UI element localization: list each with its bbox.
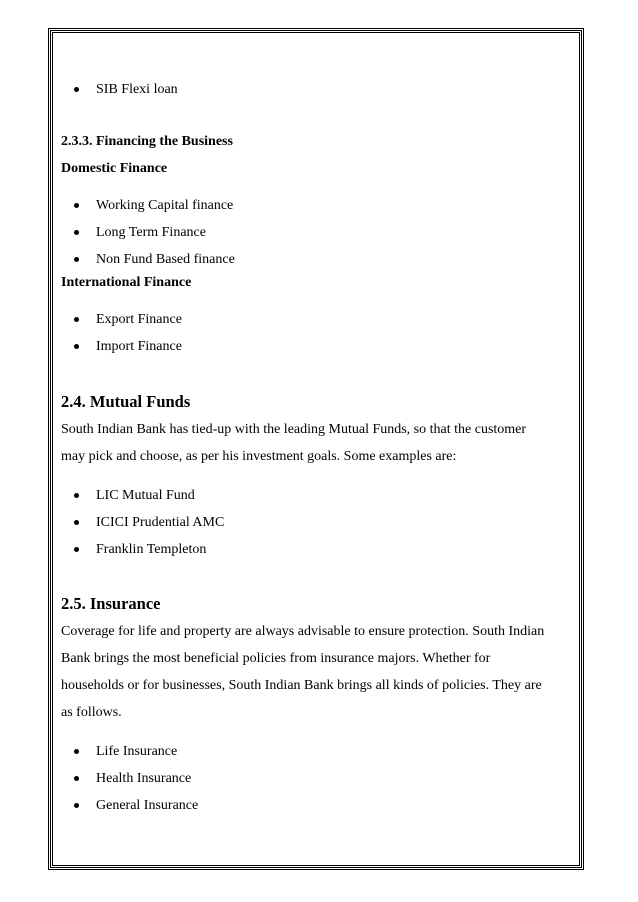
- list-item: [61, 765, 576, 792]
- paragraph-line: households or for businesses, South Indian Bank brings all kinds of policies. They are: [61, 678, 542, 693]
- subsection-heading: International Finance: [61, 275, 192, 290]
- section-paragraph: [61, 618, 576, 726]
- list-item-text: Non Fund Based finance: [96, 252, 235, 267]
- section-heading: 2.4. Mutual Funds: [61, 392, 191, 411]
- list-item-text: Export Finance: [96, 312, 182, 327]
- list-item: [61, 192, 576, 219]
- list-item: [61, 536, 576, 563]
- list-item-text: Franklin Templeton: [96, 542, 207, 557]
- list-item: [61, 76, 576, 103]
- list-item-text: LIC Mutual Fund: [96, 488, 195, 503]
- bullet-icon: [74, 257, 79, 262]
- list-item: [61, 482, 576, 509]
- list-item: [61, 306, 576, 333]
- bullet-icon: [74, 317, 79, 322]
- bullet-icon: [74, 493, 79, 498]
- subsection-heading: Domestic Finance: [61, 161, 168, 176]
- bullet-icon: [74, 520, 79, 525]
- list-item-text: General Insurance: [96, 798, 199, 813]
- bullet-icon: [74, 344, 79, 349]
- document-content: [61, 76, 576, 819]
- bullet-icon: [74, 203, 79, 208]
- section-heading: 2.5. Insurance: [61, 594, 161, 613]
- list-item-text: Life Insurance: [96, 744, 178, 759]
- insurance-list: [61, 738, 576, 819]
- paragraph-line: South Indian Bank has tied-up with the leading Mutual Funds, so that the customer: [61, 422, 527, 437]
- list-item-text: Import Finance: [96, 339, 182, 354]
- list-item: [61, 738, 576, 765]
- paragraph-line: Bank brings the most beneficial policies from insurance majors. Whether for: [61, 651, 491, 666]
- list-item-text: ICICI Prudential AMC: [96, 515, 225, 530]
- paragraph-line: as follows.: [61, 705, 122, 720]
- list-item: [61, 509, 576, 536]
- paragraph-line: Coverage for life and property are always advisable to ensure protection. South Indian: [61, 624, 545, 639]
- bullet-icon: [74, 230, 79, 235]
- bullet-icon: [74, 776, 79, 781]
- bullet-icon: [74, 749, 79, 754]
- domestic-finance-list: [61, 192, 576, 273]
- international-finance-list: [61, 306, 576, 360]
- paragraph-line: may pick and choose, as per his investment goals. Some examples are:: [61, 449, 457, 464]
- bullet-icon: [74, 87, 79, 92]
- list-item-text: Health Insurance: [96, 771, 192, 786]
- list-item: [61, 333, 576, 360]
- list-item-text: Long Term Finance: [96, 225, 206, 240]
- bullet-icon: [74, 803, 79, 808]
- list-item: [61, 246, 576, 273]
- section-heading: 2.3.3. Financing the Business: [61, 134, 233, 149]
- mutual-fund-list: [61, 482, 576, 563]
- loan-list: [61, 76, 576, 103]
- list-item-text: Working Capital finance: [96, 198, 234, 213]
- section-paragraph: [61, 416, 576, 470]
- list-item: [61, 792, 576, 819]
- list-item: [61, 219, 576, 246]
- bullet-icon: [74, 547, 79, 552]
- list-item-text: SIB Flexi loan: [96, 82, 178, 97]
